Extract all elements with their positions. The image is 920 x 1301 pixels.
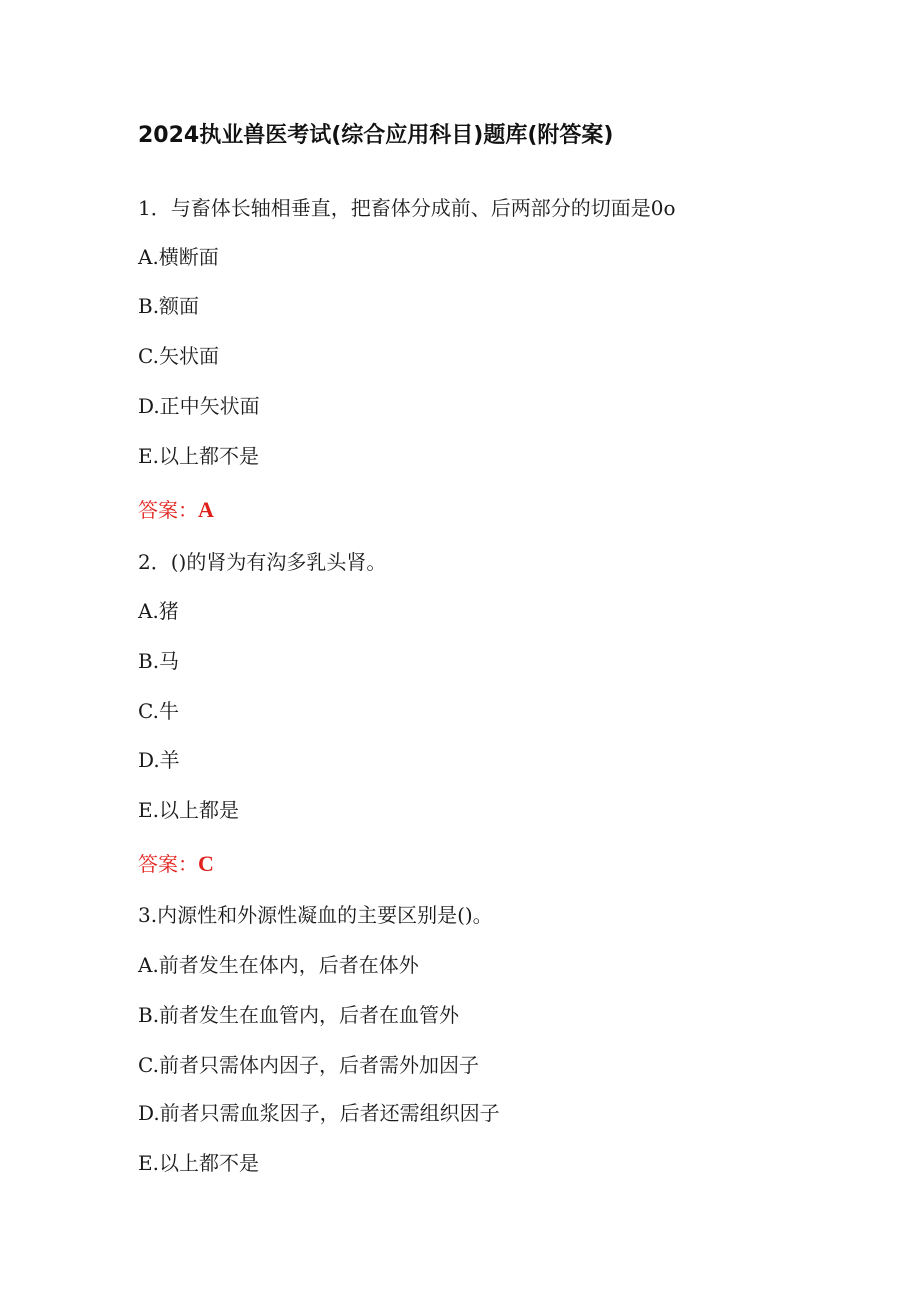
question-3-stem: 3.内源性和外源性凝血的主要区别是()。 — [138, 903, 493, 927]
question-2-option-a: A.猪 — [138, 599, 179, 623]
document-title: 2024执业兽医考试(综合应用科目)题库(附答案) — [138, 123, 614, 148]
question-3-option-c: C.前者只需体内因子，后者需外加因子 — [138, 1053, 479, 1077]
question-2-option-b: B.马 — [138, 649, 180, 673]
question-3-option-b: B.前者发生在血管内，后者在血管外 — [138, 1003, 460, 1027]
question-2-option-c: C.牛 — [138, 699, 179, 723]
question-1-answer — [138, 497, 214, 523]
question-1-option-e: E.以上都不是 — [138, 444, 259, 468]
question-2-answer — [138, 851, 214, 877]
question-1-stem: 1．与畜体长轴相垂直，把畜体分成前、后两部分的切面是0o — [138, 196, 676, 220]
question-3-option-a: A.前者发生在体内，后者在体外 — [138, 953, 419, 977]
question-1-option-b: B.额面 — [138, 294, 200, 318]
question-2-option-e: E.以上都是 — [138, 798, 239, 822]
question-2-stem: 2．()的肾为有沟多乳头肾。 — [138, 550, 387, 574]
question-1-option-d: D.正中矢状面 — [138, 394, 260, 418]
answer-label: 答案： — [138, 498, 198, 522]
question-3-option-e: E.以上都不是 — [138, 1151, 259, 1175]
question-3-option-d: D.前者只需血浆因子，后者还需组织因子 — [138, 1101, 500, 1125]
question-2-option-d: D.羊 — [138, 748, 180, 772]
question-1-option-c: C.矢状面 — [138, 344, 219, 368]
answer-value: A — [198, 497, 214, 522]
question-1-option-a: A.横断面 — [138, 245, 219, 269]
answer-value: C — [198, 851, 214, 876]
answer-label: 答案： — [138, 852, 198, 876]
